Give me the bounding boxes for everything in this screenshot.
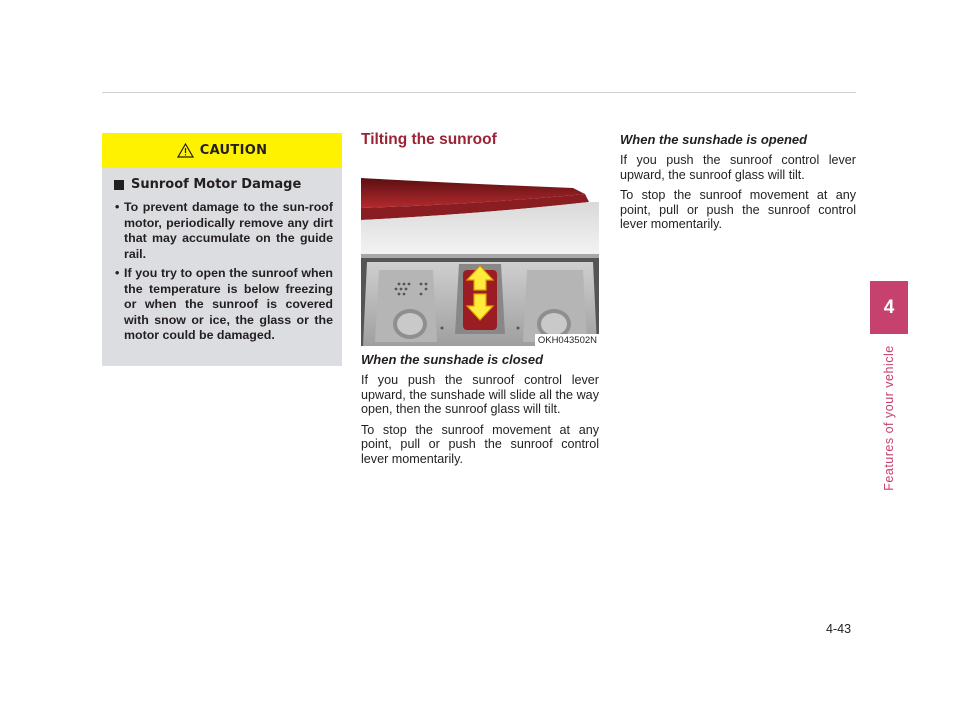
caution-item-text: To prevent damage to the sun-roof motor, periodically remove any dirt that may accumulate on the guide rail. (124, 200, 333, 261)
square-bullet-icon (114, 180, 124, 190)
caution-subtitle-text: Sunroof Motor Damage (131, 177, 302, 192)
warning-triangle-icon (177, 143, 194, 158)
closed-paragraph: If you push the sunroof control lever upward, the sunshade will slide all the way open, then the sunroof glass will tilt. (361, 373, 599, 417)
chapter-title: Features of your vehicle (882, 345, 896, 491)
caution-item (114, 200, 333, 262)
bullet-dot-icon: • (115, 200, 120, 214)
caution-list (114, 200, 333, 344)
closed-section (361, 352, 599, 473)
caution-item-text: If you try to open the sunroof when the temperature is below freezing or when the sunroof is covered with snow or ice, the glass or the motor could be damaged. (124, 266, 333, 342)
bullet-dot-icon: • (115, 266, 120, 280)
header-rule (102, 92, 856, 93)
sunroof-console-drawing (361, 158, 599, 346)
closed-paragraph: To stop the sunroof movement at any point, pull or push the sunroof control lever momentarily. (361, 422, 599, 466)
opened-paragraph: To stop the sunroof movement at any point, pull or push the sunroof control lever momentarily. (620, 188, 856, 232)
caution-body (102, 168, 342, 344)
opened-section (620, 132, 856, 238)
opened-heading: When the sunshade is opened (620, 132, 808, 147)
closed-heading: When the sunshade is closed (361, 352, 544, 367)
caution-item (114, 266, 333, 344)
caution-title: CAUTION (199, 143, 268, 158)
chapter-tab: 4 (870, 281, 908, 334)
opened-paragraph: If you push the sunroof control lever upward, the sunroof glass will tilt. (620, 153, 856, 182)
caution-box (102, 133, 342, 366)
figure-code: OKH043502N (535, 334, 599, 346)
sunroof-control-illustration (361, 158, 599, 346)
caution-header (102, 133, 342, 168)
section-title: Tilting the sunroof (361, 131, 497, 148)
page-number: 4-43 (826, 622, 852, 636)
caution-subtitle (114, 177, 333, 192)
